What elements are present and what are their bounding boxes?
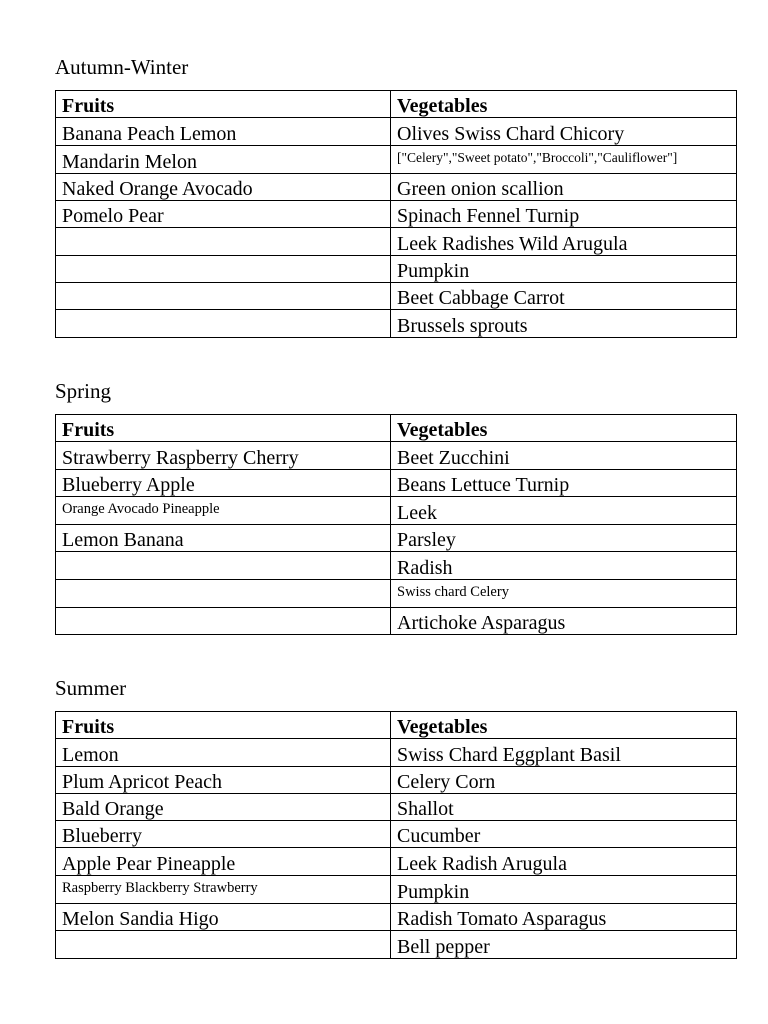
vegetable-cell: Swiss Chard Eggplant Basil [391, 739, 737, 766]
table-row [56, 469, 737, 496]
vegetable-cell: Olives Swiss Chard Chicory [391, 118, 737, 145]
table-row [56, 145, 737, 173]
vegetable-cell: Pumpkin [391, 875, 737, 903]
fruit-cell: Orange Avocado Pineapple [56, 496, 391, 524]
table-summer [55, 711, 737, 959]
table-row [56, 283, 737, 310]
fruit-cell [56, 579, 391, 607]
vegetable-cell: Parsley [391, 525, 737, 552]
table-spring [55, 414, 737, 635]
header-fruits: Fruits [56, 91, 391, 118]
header-fruits: Fruits [56, 712, 391, 739]
fruit-cell [56, 228, 391, 255]
table-row [56, 739, 737, 766]
fruit-cell [56, 608, 391, 635]
vegetable-cell: Swiss chard Celery [391, 579, 737, 607]
fruit-cell: Strawberry Raspberry Cherry [56, 442, 391, 469]
vegetable-cell: Beans Lettuce Turnip [391, 469, 737, 496]
section-title-autumn-winter: Autumn-Winter [55, 55, 189, 79]
vegetable-cell: Radish [391, 552, 737, 579]
table-row [56, 255, 737, 282]
header-vegetables: Vegetables [391, 712, 737, 739]
table-header-row [56, 415, 737, 442]
vegetable-cell: Radish Tomato Asparagus [391, 904, 737, 931]
vegetable-cell: ["Celery","Sweet potato","Broccoli","Cauliflower"] [391, 145, 737, 173]
table-row [56, 793, 737, 820]
table-row [56, 552, 737, 579]
fruit-cell [56, 255, 391, 282]
fruit-cell: Lemon [56, 739, 391, 766]
fruit-cell [56, 931, 391, 958]
table-row [56, 579, 737, 607]
vegetable-cell: Cucumber [391, 821, 737, 848]
fruit-cell: Raspberry Blackberry Strawberry [56, 875, 391, 903]
fruit-cell [56, 310, 391, 337]
table-autumn-winter [55, 90, 737, 338]
fruit-cell [56, 552, 391, 579]
fruit-cell: Plum Apricot Peach [56, 766, 391, 793]
vegetable-cell: Beet Zucchini [391, 442, 737, 469]
vegetable-cell: Spinach Fennel Turnip [391, 201, 737, 228]
fruit-cell: Naked Orange Avocado [56, 173, 391, 200]
section-title-spring: Spring [55, 379, 112, 403]
vegetable-cell: Green onion scallion [391, 173, 737, 200]
table-row [56, 118, 737, 145]
vegetable-cell: Brussels sprouts [391, 310, 737, 337]
header-vegetables: Vegetables [391, 415, 737, 442]
table-header-row [56, 91, 737, 118]
header-fruits: Fruits [56, 415, 391, 442]
vegetable-cell: Bell pepper [391, 931, 737, 958]
section-title-summer: Summer [55, 676, 127, 700]
table-row [56, 496, 737, 524]
fruit-cell: Melon Sandia Higo [56, 904, 391, 931]
vegetable-cell: Pumpkin [391, 255, 737, 282]
vegetable-cell: Leek Radish Arugula [391, 848, 737, 875]
table-row [56, 442, 737, 469]
table-row [56, 173, 737, 200]
vegetable-cell: Artichoke Asparagus [391, 608, 737, 635]
vegetable-cell: Leek Radishes Wild Arugula [391, 228, 737, 255]
table-row [56, 766, 737, 793]
table-row [56, 310, 737, 337]
fruit-cell [56, 283, 391, 310]
vegetable-cell: Leek [391, 496, 737, 524]
table-row [56, 904, 737, 931]
table-row [56, 848, 737, 875]
fruit-cell: Blueberry [56, 821, 391, 848]
fruit-cell: Blueberry Apple [56, 469, 391, 496]
vegetable-cell: Celery Corn [391, 766, 737, 793]
vegetable-cell: Shallot [391, 793, 737, 820]
table-row [56, 931, 737, 958]
fruit-cell: Pomelo Pear [56, 201, 391, 228]
header-vegetables: Vegetables [391, 91, 737, 118]
table-row [56, 201, 737, 228]
table-row [56, 608, 737, 635]
fruit-cell: Bald Orange [56, 793, 391, 820]
fruit-cell: Banana Peach Lemon [56, 118, 391, 145]
table-row [56, 525, 737, 552]
fruit-cell: Apple Pear Pineapple [56, 848, 391, 875]
vegetable-cell: Beet Cabbage Carrot [391, 283, 737, 310]
fruit-cell: Lemon Banana [56, 525, 391, 552]
table-row [56, 228, 737, 255]
fruit-cell: Mandarin Melon [56, 145, 391, 173]
table-row [56, 875, 737, 903]
table-row [56, 821, 737, 848]
table-header-row [56, 712, 737, 739]
